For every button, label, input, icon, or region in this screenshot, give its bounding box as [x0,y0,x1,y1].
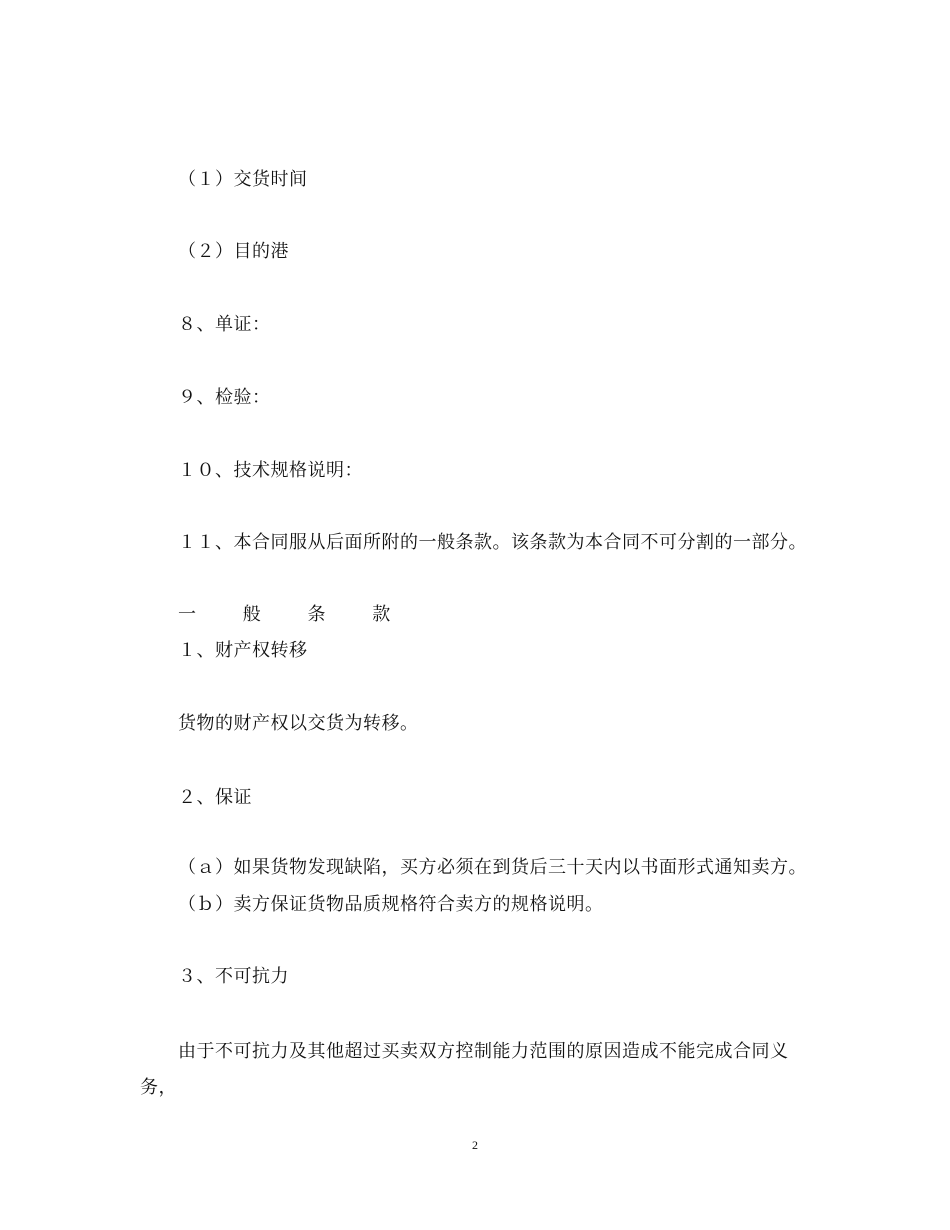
documents-line: ８、单证： [178,314,271,335]
warranty-heading: ２、保证 [178,787,252,808]
heading-char-3: 条 [307,604,326,625]
warranty-item-a: （ａ）如果货物发现缺陷，买方必须在到货后三十天内以书面形式通知卖方。 [178,857,807,878]
property-transfer-text: 货物的财产权以交货为转移。 [178,713,419,734]
general-terms-heading [178,603,431,627]
heading-char-2: 般 [242,604,262,625]
technical-spec-line: １０、技术规格说明： [178,460,363,481]
destination-port-line: （２）目的港 [178,241,289,262]
inspection-line: ９、检验： [178,387,271,408]
heading-char-4: 款 [372,604,391,625]
warranty-item-b: （ｂ）卖方保证货物品质规格符合卖方的规格说明。 [178,894,604,915]
force-majeure-heading: ３、不可抗力 [178,966,289,987]
force-majeure-text: 由于不可抗力及其他超过买卖双方控制能力范围的原因造成不能完成合同义 [178,1041,789,1062]
force-majeure-text-cont: 务， [140,1077,177,1098]
general-terms-clause-line: １１、本合同服从后面所附的一般条款。该条款为本合同不可分割的一部分。 [178,532,807,553]
delivery-time-line: （１）交货时间 [178,169,308,190]
page-number: 2 [472,1138,478,1152]
heading-char-1: 一 [178,604,197,625]
property-transfer-heading: １、财产权转移 [178,640,308,661]
